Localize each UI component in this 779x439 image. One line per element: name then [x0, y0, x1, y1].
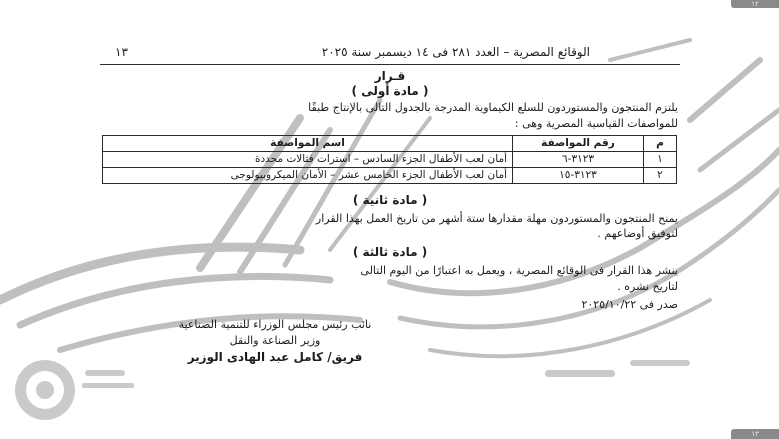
next-page-tab: ١٣	[731, 429, 779, 439]
article-3-line-2: لتاريخ نشره .	[617, 280, 678, 293]
article-1-line-1: يلتزم المنتجون والمستوردون للسلع الكيماوية المدرجة بالجدول التالى بالإنتاج طبقًا	[308, 101, 678, 114]
standards-table	[102, 135, 677, 184]
article-3-heading: ( مادة ثالثة )	[352, 245, 428, 259]
column-header-standard-name: اسم المواصفة	[103, 136, 513, 152]
row-index: ٢	[644, 168, 677, 184]
article-2-line-1: يمنح المنتجون والمستوردون مهلة مقدارها ستة أشهر من تاريخ العمل بهذا القرار	[315, 212, 678, 225]
decision-heading: قـرار	[374, 69, 406, 83]
article-3-line-1: ينشر هذا القرار فى الوقائع المصرية ، ويعمل به اعتبارًا من اليوم التالى	[360, 264, 678, 277]
article-2-line-2: لتوفيق أوضاعهم .	[597, 227, 678, 240]
standard-number: ٣١٢٣-١٥	[513, 168, 644, 184]
gazette-issue-title: الوقائع المصرية – العدد ٢٨١ فى ١٤ ديسمبر سنة ٢٠٢٥	[321, 45, 590, 59]
signatory-name: فريق/ كامل عبد الهادى الوزير	[187, 350, 363, 364]
header-divider	[100, 64, 680, 65]
signatory-title-2: وزير الصناعة والنقل	[229, 334, 321, 347]
corner-page-tab: ١٢	[731, 0, 779, 8]
row-index: ١	[644, 152, 677, 168]
page-header	[103, 43, 590, 61]
table-header-row	[103, 136, 677, 152]
article-1-heading: ( مادة أولى )	[351, 84, 429, 98]
standard-number: ٣١٢٣-٦	[513, 152, 644, 168]
table-row	[103, 152, 677, 168]
article-2-heading: ( مادة ثانية )	[352, 193, 428, 207]
signatory-title-1: نائب رئيس مجلس الوزراء للتنمية الصناعية	[178, 318, 372, 331]
column-header-index: م	[644, 136, 677, 152]
standard-name: أمان لعب الأطفال الجزء السادس – استرات فثالات محددة	[103, 152, 513, 168]
issue-date: صدر فى ٢٠٢٥/١٠/٢٢	[581, 298, 678, 311]
standard-name: أمان لعب الأطفال الجزء الخامس عشر – الأمان الميكروبيولوجى	[103, 168, 513, 184]
article-1-line-2: للمواصفات القياسية المصرية وهى :	[514, 117, 678, 130]
page-number: ١٣	[115, 45, 128, 59]
table-row	[103, 168, 677, 184]
column-header-standard-number: رقم المواصفة	[513, 136, 644, 152]
